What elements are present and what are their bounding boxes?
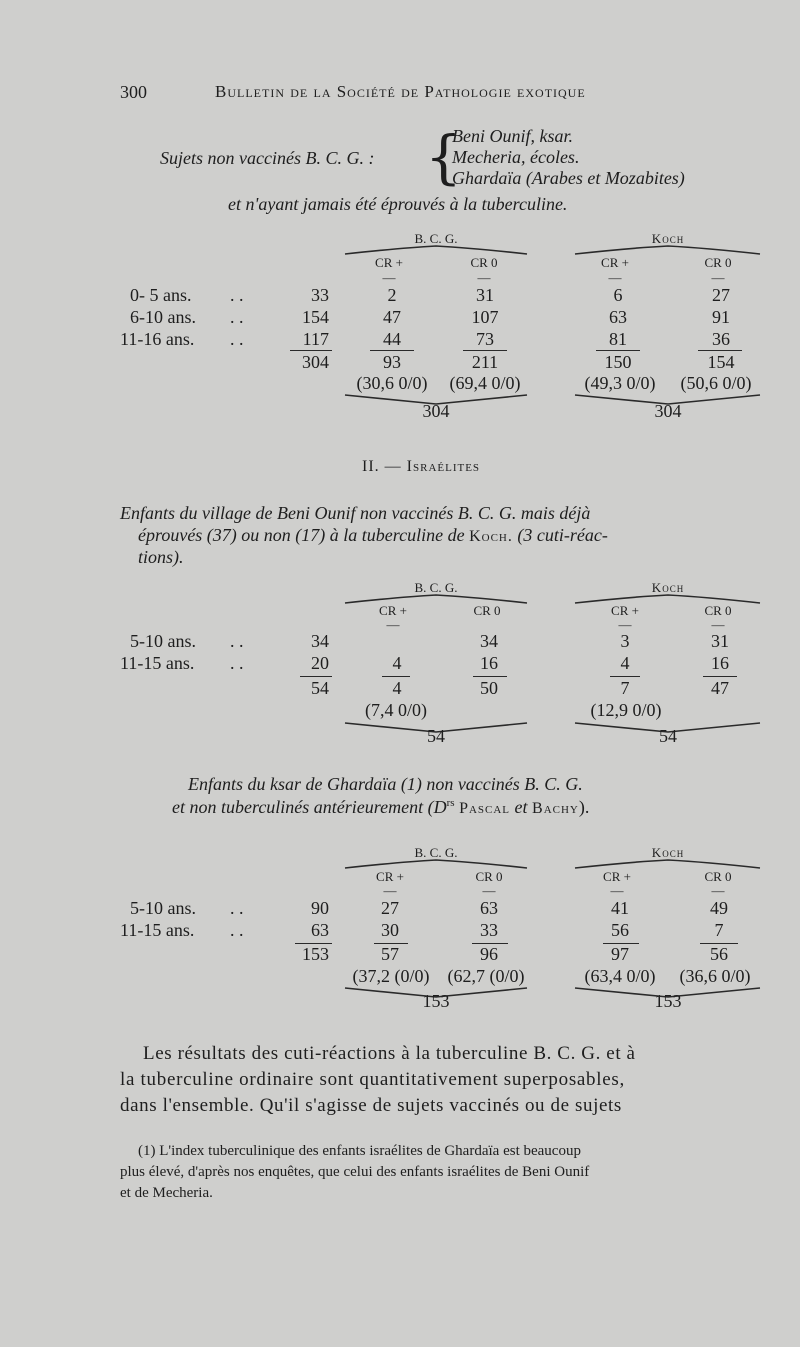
percent-koch-neg: (36,6 0/0) (679, 966, 751, 986)
row-koch-neg: 16 (711, 653, 729, 673)
total-bcg-neg: 50 (480, 678, 498, 698)
row-bcg-pos: 27 (381, 898, 399, 918)
col-koch-neg: CR 0 (704, 255, 732, 270)
row-koch-neg: 27 (712, 285, 730, 305)
body-line-2: la tuberculine ordinaire sont quantitativement superposables, (120, 1069, 625, 1090)
row-koch-neg: 91 (712, 307, 730, 327)
total-koch-neg: 47 (711, 678, 729, 698)
section3-line2-end: ). (578, 797, 590, 817)
total-sum: 153 (302, 944, 329, 964)
col-bcg-neg: CR 0 (473, 603, 501, 618)
grand-total-bcg: 153 (422, 991, 450, 1011)
row-total: 90 (311, 898, 329, 918)
row-koch-pos: 41 (611, 898, 629, 918)
place-1: Beni Ounif, ksar. (452, 126, 573, 146)
row-bcg-pos: 30 (381, 920, 399, 940)
place-2: Mecheria, écoles. (452, 147, 580, 167)
total-koch-pos: 7 (620, 678, 630, 698)
percent-koch-pos: (49,3 0/0) (584, 373, 656, 393)
row-koch-neg: 49 (710, 898, 728, 918)
row-bcg-neg: 16 (480, 653, 498, 673)
row-koch-neg: 36 (712, 329, 730, 349)
col-koch-pos: CR + (603, 869, 631, 884)
group-koch: Koch (651, 231, 685, 246)
row-koch-neg: 7 (714, 920, 724, 940)
row-bcg-neg: 34 (480, 631, 498, 651)
col-dash: — (711, 617, 725, 632)
row-bcg-pos: 47 (383, 307, 401, 327)
percent-bcg-pos: (37,2 (0/0) (352, 966, 430, 986)
total-bcg-pos: 4 (392, 678, 402, 698)
leader-dots: . . (230, 631, 244, 651)
total-sum: 304 (302, 352, 329, 372)
row-age: 6-10 ans. (130, 307, 196, 327)
percent-bcg-neg: (62,7 (0/0) (447, 966, 525, 986)
row-total: 117 (302, 329, 329, 349)
body-line-1: Les résultats des cuti-réactions à la tuberculine B. C. G. et à (143, 1043, 636, 1064)
row-bcg-neg: 31 (476, 285, 494, 305)
col-koch-neg: CR 0 (704, 603, 732, 618)
total-bcg-pos: 57 (381, 944, 399, 964)
col-bcg-neg: CR 0 (475, 869, 503, 884)
group-bcg: B. C. G. (414, 845, 458, 860)
col-dash: — (386, 617, 400, 632)
brace-symbol: { (425, 123, 462, 191)
percent-koch-neg: (50,6 0/0) (680, 373, 752, 393)
row-bcg-neg: 63 (480, 898, 498, 918)
row-age: 11-15 ans. (120, 653, 195, 673)
col-koch-pos: CR + (611, 603, 639, 618)
percent-bcg-neg: (69,4 0/0) (449, 373, 521, 393)
row-bcg-neg: 107 (471, 307, 499, 327)
row-age: 5-10 ans. (130, 631, 196, 651)
total-bcg-pos: 93 (383, 352, 401, 372)
section2-line2-b: (3 cuti-réac- (517, 525, 608, 545)
row-total: 20 (311, 653, 329, 673)
row-bcg-pos: 2 (387, 285, 397, 305)
koch-name: Koch. (469, 528, 513, 545)
section2-line3: tions). (138, 547, 184, 567)
row-total: 63 (311, 920, 329, 940)
total-koch-neg: 154 (707, 352, 735, 372)
leader-dots: . . (230, 898, 244, 918)
total-bcg-neg: 211 (471, 352, 499, 372)
row-koch-pos: 4 (620, 653, 630, 673)
row-koch-pos: 56 (611, 920, 629, 940)
total-bcg-neg: 96 (480, 944, 498, 964)
grand-total-koch: 153 (654, 991, 682, 1011)
section2-line2-a: éprouvés (37) ou non (17) à la tuberculine de (138, 525, 465, 545)
section3-line2-a: et non tuberculinés antérieurement (D (172, 797, 447, 817)
col-dash: — (618, 617, 632, 632)
footnote-line-3: et de Mecheria. (120, 1185, 213, 1201)
row-total: 34 (311, 631, 329, 651)
leader-dots: . . (230, 653, 244, 673)
row-age: 11-16 ans. (120, 329, 195, 349)
col-bcg-pos: CR + (379, 603, 407, 618)
name-bachy: Bachy (532, 800, 579, 817)
percent-bcg-pos: (30,6 0/0) (356, 373, 428, 393)
section2-heading: II. — Israélites (362, 458, 481, 475)
group-koch: Koch (651, 845, 685, 860)
group-bcg: B. C. G. (414, 231, 458, 246)
grand-total-koch: 304 (654, 401, 682, 421)
footnote-line-2: plus élevé, d'après nos enquêtes, que celui des enfants israélites de Beni Ounif (120, 1164, 590, 1180)
subjects-label: Sujets non vaccinés B. C. G. : (160, 148, 375, 168)
total-sum: 54 (311, 678, 329, 698)
grand-total-bcg: 54 (427, 726, 445, 746)
leader-dots: . . (230, 307, 244, 327)
section3-line2-sup: rs (446, 797, 455, 809)
percent-koch-pos: (63,4 0/0) (584, 966, 656, 986)
col-dash: — (477, 270, 491, 285)
row-bcg-pos: 4 (392, 653, 402, 673)
percent-bcg-pos: (7,4 0/0) (365, 700, 427, 720)
col-dash: — (383, 883, 397, 898)
total-koch-neg: 56 (710, 944, 728, 964)
total-koch-pos: 97 (611, 944, 629, 964)
col-dash: — (382, 270, 396, 285)
section3-et: et (514, 797, 528, 817)
col-bcg-neg: CR 0 (470, 255, 498, 270)
grand-total-bcg: 304 (422, 401, 450, 421)
col-koch-neg: CR 0 (704, 869, 732, 884)
col-dash: — (711, 270, 725, 285)
col-bcg-pos: CR + (375, 255, 403, 270)
row-total: 154 (302, 307, 329, 327)
leader-dots: . . (230, 285, 244, 305)
name-pascal: Pascal (459, 800, 511, 817)
row-age: 5-10 ans. (130, 898, 196, 918)
page-number: 300 (120, 82, 147, 102)
row-bcg-neg: 33 (480, 920, 498, 940)
place-3: Ghardaïa (Arabes et Mozabites) (452, 168, 685, 188)
row-total: 33 (311, 285, 329, 305)
section3-line1: Enfants du ksar de Ghardaïa (1) non vaccinés B. C. G. (188, 774, 583, 794)
group-bcg: B. C. G. (414, 580, 458, 595)
col-koch-pos: CR + (601, 255, 629, 270)
leader-dots: . . (230, 329, 244, 349)
group-koch: Koch (651, 580, 685, 595)
running-title: Bulletin de la Société de Pathologie exotique (215, 82, 586, 101)
section1-subtitle: et n'ayant jamais été éprouvés à la tuberculine. (228, 194, 568, 214)
row-bcg-neg: 73 (476, 329, 494, 349)
total-koch-pos: 150 (604, 352, 632, 372)
col-bcg-pos: CR + (376, 869, 404, 884)
grand-total-koch: 54 (659, 726, 677, 746)
col-dash: — (482, 883, 496, 898)
footnote-line-1: (1) L'index tuberculinique des enfants israélites de Ghardaïa est beaucoup (138, 1143, 581, 1159)
row-koch-pos: 81 (609, 329, 627, 349)
row-age: 11-15 ans. (120, 920, 195, 940)
row-koch-pos: 6 (613, 285, 623, 305)
leader-dots: . . (230, 920, 244, 940)
row-koch-neg: 31 (711, 631, 729, 651)
body-line-3: dans l'ensemble. Qu'il s'agisse de sujets vaccinés ou de sujets (120, 1095, 622, 1116)
col-dash: — (711, 883, 725, 898)
row-koch-pos: 3 (620, 631, 630, 651)
percent-koch-pos: (12,9 0/0) (590, 700, 662, 720)
row-koch-pos: 63 (609, 307, 627, 327)
row-age: 0- 5 ans. (130, 285, 192, 305)
row-bcg-pos: 44 (383, 329, 401, 349)
section2-line1: Enfants du village de Beni Ounif non vaccinés B. C. G. mais déjà (120, 503, 591, 523)
col-dash: — (608, 270, 622, 285)
col-dash: — (610, 883, 624, 898)
